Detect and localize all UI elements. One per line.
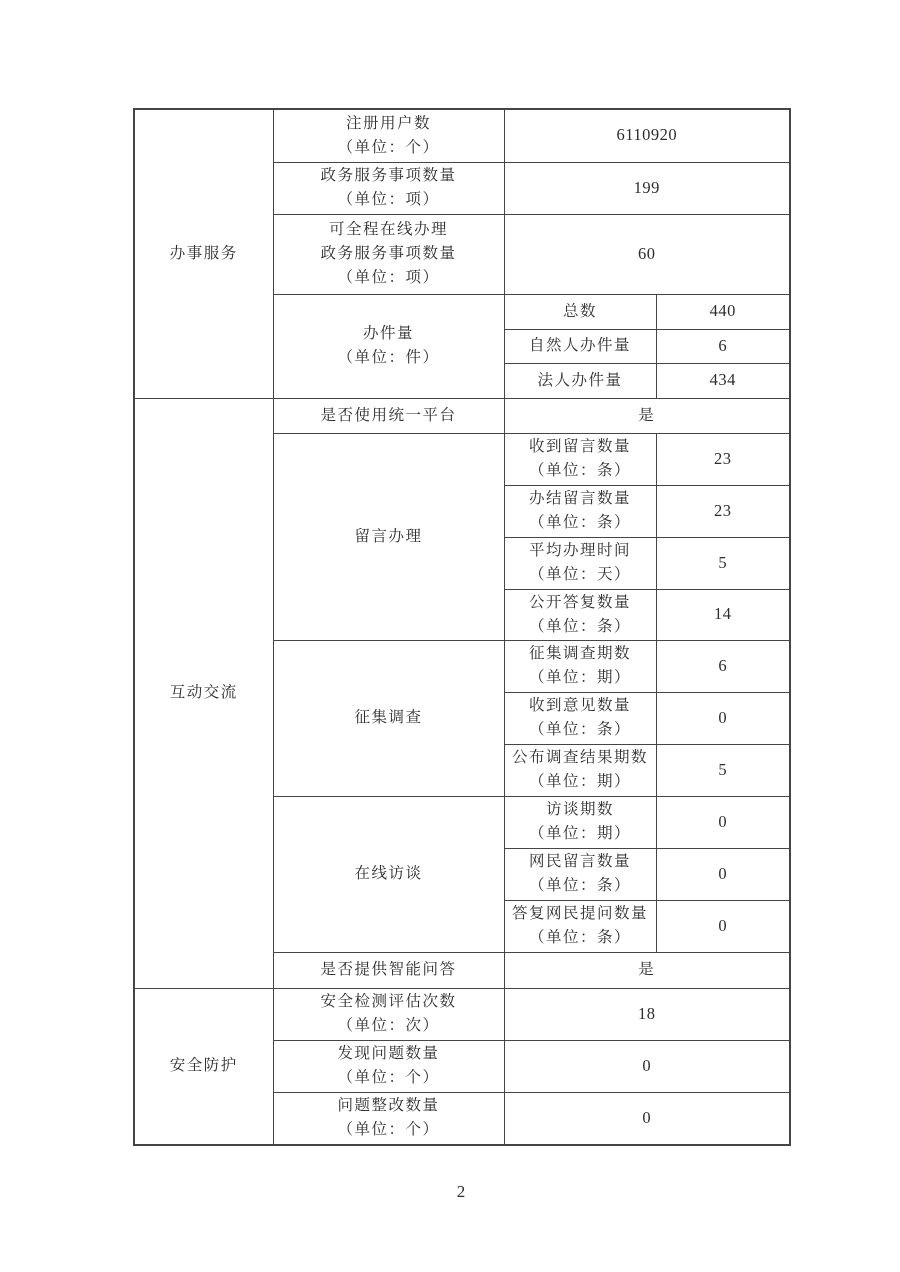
metric-unit: （单位：项） [337, 191, 440, 208]
metric-label-cell [273, 398, 504, 433]
metric-value-cell [504, 988, 790, 1040]
metric-value: 18 [638, 1003, 656, 1023]
sub-metric-label-cell [504, 796, 656, 848]
metric-value: 6110920 [616, 125, 678, 145]
sub-metric-unit: （单位：条） [528, 877, 631, 894]
sub-metric-value-cell [656, 294, 790, 329]
sub-metric-label-cell [504, 329, 656, 363]
sub-metric-label: 办结留言数量 [528, 490, 631, 507]
group-label: 在线访谈 [354, 865, 423, 882]
sub-metric-value-cell [656, 692, 790, 744]
sub-metric-unit: （单位：条） [528, 617, 631, 635]
metric-value-cell [504, 162, 790, 214]
sub-metric-value: 0 [718, 915, 728, 935]
sub-metric-label: 网民留言数量 [528, 853, 631, 870]
sub-metric-value: 23 [714, 448, 732, 468]
group-label-cell-zaixianfangtan [273, 796, 504, 952]
sub-metric-unit: （单位：条） [528, 929, 631, 946]
sub-metric-value: 0 [718, 707, 728, 727]
group-label: 办件量 [362, 325, 414, 342]
sub-metric-value-cell [656, 433, 790, 485]
metric-value: 0 [642, 1055, 652, 1075]
table-row [134, 109, 790, 162]
sub-metric-label: 收到留言数量 [528, 438, 631, 455]
metric-label: 问题整改数量 [337, 1097, 440, 1115]
metric-label-cell [273, 214, 504, 294]
page-number: 2 [456, 1182, 466, 1201]
report-table [133, 108, 791, 1146]
category-label: 互动交流 [169, 684, 238, 701]
sub-metric-value: 14 [714, 604, 732, 623]
metric-label: 是否使用统一平台 [320, 406, 457, 424]
sub-metric-unit: （单位：期） [528, 669, 631, 686]
metric-label: 发现问题数量 [337, 1045, 440, 1062]
sub-metric-value-cell [656, 900, 790, 952]
metric-value: 199 [633, 177, 660, 197]
sub-metric-label-cell [504, 692, 656, 744]
sub-metric-label-cell [504, 900, 656, 952]
sub-metric-label-cell [504, 744, 656, 796]
sub-metric-label: 自然人办件量 [528, 337, 631, 354]
category-label: 办事服务 [169, 244, 238, 262]
sub-metric-label: 公开答复数量 [528, 593, 631, 611]
metric-unit: （单位：个） [337, 1069, 440, 1086]
category-cell-banshifuwu [134, 109, 273, 398]
metric-value-cell [504, 398, 790, 433]
sub-metric-value-cell [656, 329, 790, 363]
metric-unit: （单位：次） [337, 1017, 440, 1034]
sub-metric-value: 0 [718, 863, 728, 883]
sub-metric-label-cell [504, 485, 656, 537]
metric-label-cell [273, 1092, 504, 1145]
metric-value: 0 [642, 1107, 652, 1127]
sub-metric-unit: （单位：期） [528, 825, 631, 842]
sub-metric-label: 总数 [562, 302, 597, 320]
sub-metric-label-cell [504, 537, 656, 589]
metric-label-cell [273, 162, 504, 214]
sub-metric-value-cell [656, 848, 790, 900]
group-label-cell-liuyanbanli [273, 433, 504, 640]
sub-metric-value: 440 [709, 301, 736, 320]
metric-label-line2: 政务服务事项数量 [320, 245, 457, 262]
metric-unit: （单位：项） [337, 269, 440, 286]
metric-value: 是 [638, 406, 656, 424]
sub-metric-label-cell [504, 433, 656, 485]
group-label-cell-zhengjidiaocha [273, 640, 504, 796]
sub-metric-value: 6 [718, 335, 728, 355]
metric-label-cell [273, 1040, 504, 1092]
sub-metric-value-cell [656, 744, 790, 796]
category-label: 安全防护 [169, 1057, 238, 1075]
sub-metric-label-cell [504, 589, 656, 640]
category-cell-hudongjiaoliu [134, 398, 273, 988]
sub-metric-label-cell [504, 363, 656, 398]
metric-label: 可全程在线办理 [328, 221, 448, 238]
metric-label-cell [273, 988, 504, 1040]
sub-metric-value: 23 [714, 500, 732, 520]
metric-unit: （单位：个） [337, 138, 440, 156]
sub-metric-label-cell [504, 848, 656, 900]
metric-value-cell [504, 109, 790, 162]
metric-label-cell [273, 952, 504, 988]
group-label: 征集调查 [354, 709, 423, 726]
metric-value-cell [504, 952, 790, 988]
sub-metric-value-cell [656, 363, 790, 398]
sub-metric-label: 征集调查期数 [528, 645, 631, 662]
table-row [134, 988, 790, 1040]
sub-metric-value-cell [656, 589, 790, 640]
metric-value-cell [504, 1092, 790, 1145]
metric-value-cell [504, 1040, 790, 1092]
sub-metric-value-cell [656, 537, 790, 589]
sub-metric-unit: （单位：条） [528, 462, 631, 479]
category-cell-anquanfanghu [134, 988, 273, 1145]
sub-metric-value-cell [656, 640, 790, 692]
metric-label: 政务服务事项数量 [320, 167, 457, 184]
sub-metric-label-cell [504, 294, 656, 329]
group-unit: （单位：件） [337, 349, 440, 366]
table-row [134, 398, 790, 433]
metric-label: 安全检测评估次数 [320, 993, 457, 1010]
metric-value: 是 [638, 961, 656, 978]
sub-metric-label-cell [504, 640, 656, 692]
metric-label: 是否提供智能问答 [320, 961, 457, 978]
sub-metric-value-cell [656, 485, 790, 537]
sub-metric-label: 平均办理时间 [528, 542, 631, 559]
sub-metric-unit: （单位：条） [528, 721, 631, 738]
sub-metric-value: 434 [709, 370, 736, 389]
sub-metric-unit: （单位：天） [528, 566, 631, 583]
sub-metric-value: 5 [718, 552, 728, 572]
sub-metric-label: 法人办件量 [537, 371, 623, 389]
sub-metric-label: 收到意见数量 [528, 697, 631, 714]
metric-value: 60 [638, 243, 656, 263]
sub-metric-label: 公布调查结果期数 [511, 749, 648, 766]
sub-metric-value: 0 [718, 811, 728, 831]
sub-metric-value: 5 [718, 759, 728, 779]
group-label-cell-banjianliang [273, 294, 504, 398]
group-label: 留言办理 [354, 527, 423, 545]
sub-metric-unit: （单位：期） [528, 773, 631, 790]
sub-metric-label: 答复网民提问数量 [511, 905, 648, 922]
metric-label-cell [273, 109, 504, 162]
sub-metric-value: 6 [718, 655, 728, 675]
metric-unit: （单位：个） [337, 1121, 440, 1139]
sub-metric-unit: （单位：条） [528, 514, 631, 531]
sub-metric-label: 访谈期数 [545, 801, 614, 818]
metric-value-cell [504, 214, 790, 294]
metric-label: 注册用户数 [345, 114, 431, 132]
sub-metric-value-cell [656, 796, 790, 848]
